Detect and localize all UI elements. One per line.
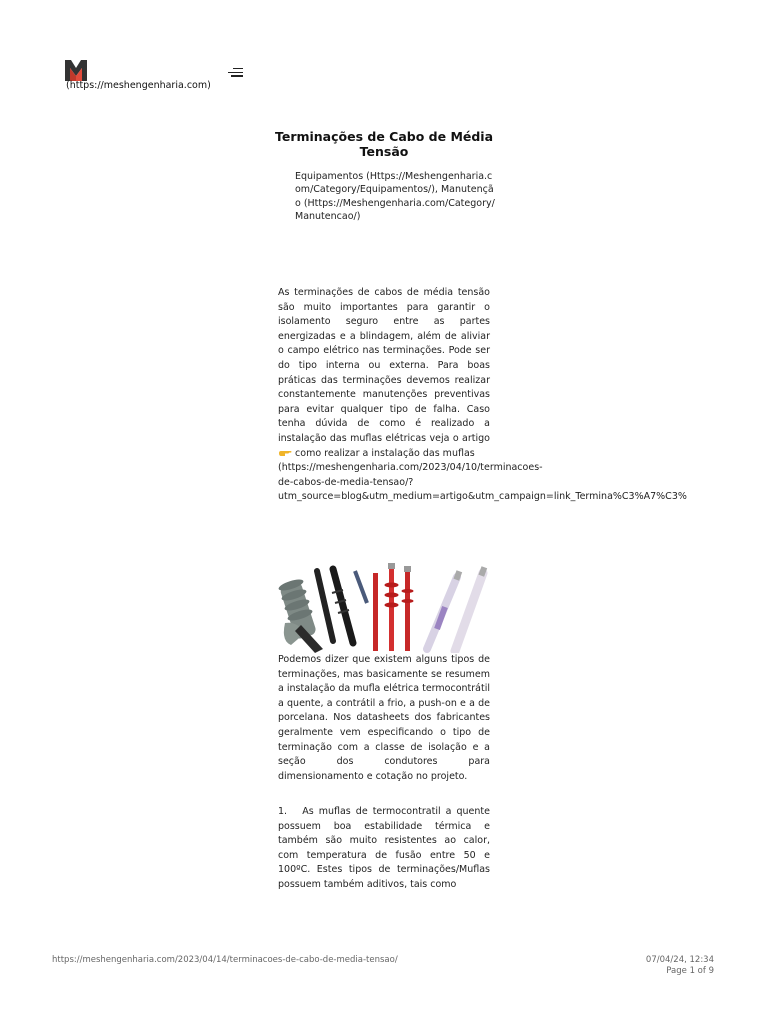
category-link-equipamentos[interactable]: Equipamentos (Https://Meshengenharia.com/Category/Equipamentos/): [295, 171, 493, 196]
types-paragraph: Podemos dizer que existem alguns tipos de terminações, mas basicamente se resumem a instalação da mufla elétrica termocontrátil a quente, a contrátil a frio, a push-on e a de porcelana. Nos datasheets dos fabricantes geralmente vem especificando o tipo de terminação com a classe de isolação e a seção dos condutores para dimensionamento e cotação no projeto.: [278, 654, 490, 782]
intro-paragraph: [278, 286, 687, 505]
logo-icon[interactable]: [64, 58, 88, 82]
article-link-text[interactable]: como realizar a instalação das muflas: [295, 447, 475, 459]
intro-text: As terminações de cabos de média tensão são muito importantes para garantir o isolamento seguro entre as partes energizadas e a blindagem, além de aliviar o campo elétrico nas terminações. Pode ser do tipo interna ou externa. Para boas práticas das terminações devemos realizar constantemente manutenções preventivas para evitar qualquer tipo de falha. Caso tenha dúvida de como é realizado a instalação das muflas elétricas veja o artigo: [278, 287, 490, 444]
list-number: 1.: [278, 806, 288, 817]
category-link-manutencao[interactable]: Manutenção (Https://Meshengenharia.com/Category/Manutencao/): [295, 184, 495, 223]
list-item: [278, 805, 490, 893]
category-list: [295, 170, 495, 224]
article-link-url-3[interactable]: utm_source=blog&utm_medium=artigo&utm_campaign=link_Termina%C3%A7%C3%: [278, 491, 687, 503]
footer-page-number: Page 1 of 9: [666, 966, 714, 976]
cable-terminations-image: [277, 563, 491, 653]
page-title: Terminações de Cabo de Média Tensão: [274, 129, 494, 159]
article-link-url-2[interactable]: de-cabos-de-media-tensao/?: [278, 476, 414, 488]
list-item-text: As muflas de termocontratil a quente possuem boa estabilidade térmica e também são muito resistentes ao calor, com temperatura de fusão entre 50 e 100ºC. Estes tipos de terminações/Muflas possuem também aditivos, tais como: [278, 806, 490, 890]
pointing-hand-icon: [278, 448, 292, 457]
footer-url: https://meshengenharia.com/2023/04/14/terminacoes-de-cabo-de-media-tensao/: [52, 955, 398, 965]
category-separator: ,: [434, 184, 441, 196]
hamburger-menu-icon[interactable]: [228, 68, 243, 78]
home-link[interactable]: (https://meshengenharia.com): [66, 80, 211, 91]
article-link-url-1[interactable]: (https://meshengenharia.com/2023/04/10/terminacoes-: [278, 462, 543, 474]
footer-datetime: 07/04/24, 12:34: [645, 955, 714, 965]
